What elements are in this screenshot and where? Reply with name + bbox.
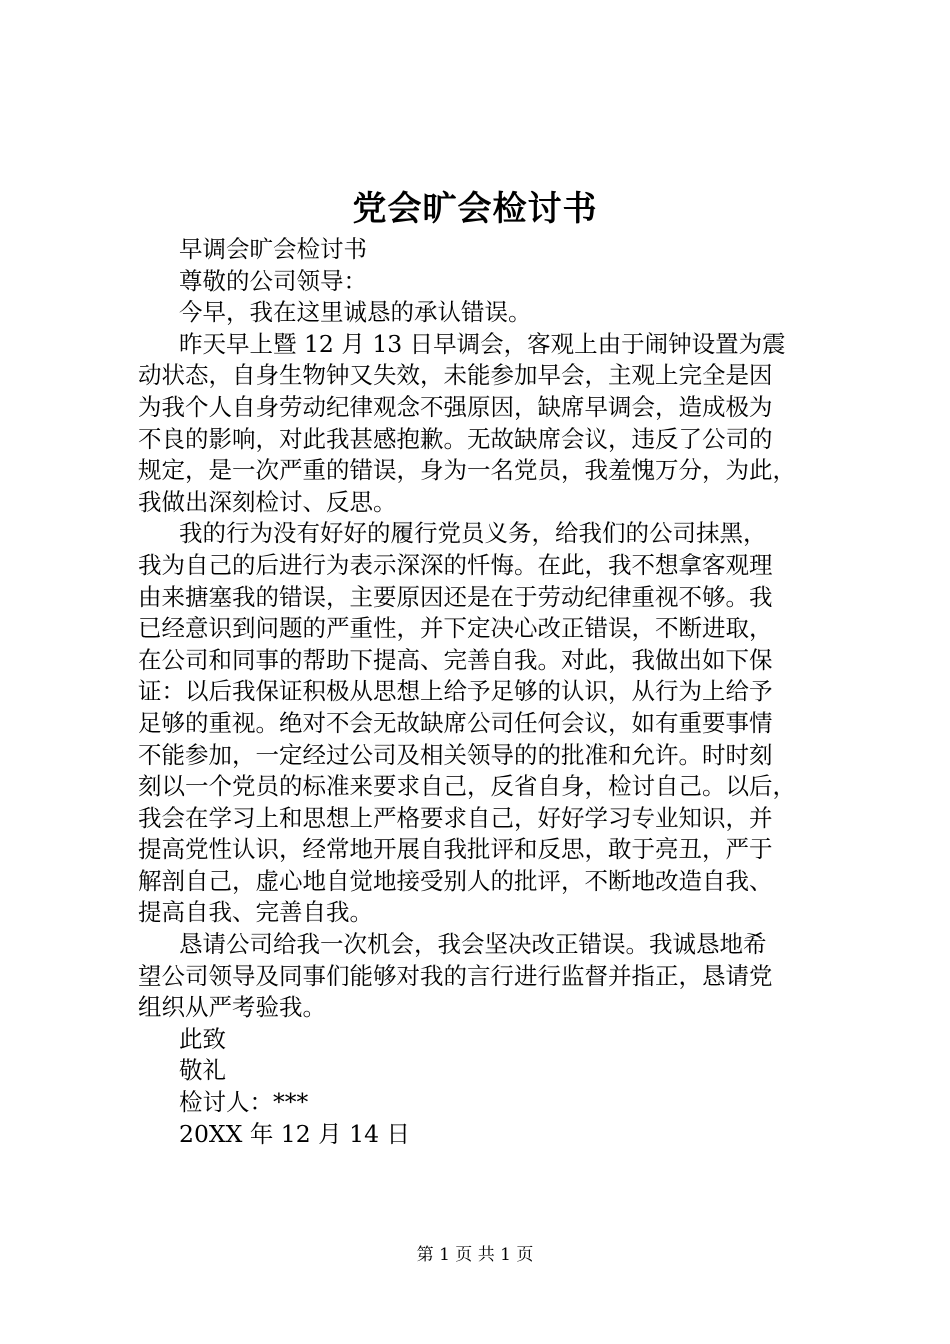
body-line: 不能参加，一定经过公司及相关领导的的批准和允许。时时刻	[138, 740, 773, 769]
body-line: 为我个人自身劳动纪律观念不强原因，缺席早调会，造成极为	[138, 392, 773, 421]
body-line: 解剖自己，虚心地自觉地接受别人的批评，不断地改造自我、	[138, 866, 773, 895]
body-line: 今早，我在这里诚恳的承认错误。	[179, 298, 532, 327]
body-line: 动状态，自身生物钟又失效，未能参加早会，主观上完全是因	[138, 361, 773, 390]
body-line: 提高自我、完善自我。	[138, 898, 373, 927]
body-line: 望公司领导及同事们能够对我的言行进行监督并指正，恳请党	[138, 961, 773, 990]
date-line: 20XX 年 12 月 14 日	[179, 1119, 411, 1148]
document-title: 党会旷会检讨书	[352, 189, 598, 229]
signature-line: 检讨人：***	[179, 1088, 309, 1117]
body-line: 我为自己的后进行为表示深深的忏悔。在此，我不想拿客观理	[138, 550, 773, 579]
body-line: 组织从严考验我。	[138, 993, 326, 1022]
page-footer: 第 1 页 共 1 页	[416, 1245, 534, 1265]
body-line: 已经意识到问题的严重性，并下定决心改正错误，不断进取，	[138, 614, 773, 643]
document-body	[138, 234, 838, 1150]
body-line: 尊敬的公司领导：	[179, 266, 367, 295]
body-line: 我做出深刻检讨、反思。	[138, 487, 397, 516]
body-line: 早调会旷会检讨书	[179, 235, 367, 263]
body-line: 我会在学习上和思想上严格要求自己，好好学习专业知识，并	[138, 803, 773, 832]
closing-regards: 敬礼	[179, 1056, 226, 1085]
body-line: 规定，是一次严重的错误，身为一名党员，我羞愧万分，为此，	[138, 456, 796, 485]
body-line: 恳请公司给我一次机会，我会坚决改正错误。我诚恳地希	[179, 930, 767, 959]
body-line: 不良的影响，对此我甚感抱歉。无故缺席会议，违反了公司的	[138, 424, 773, 453]
body-line: 昨天早上暨 12 月 13 日早调会，客观上由于闹钟设置为震	[179, 329, 786, 358]
body-line: 我的行为没有好好的履行党员义务，给我们的公司抹黑，	[179, 519, 767, 548]
body-line: 提高党性认识，经常地开展自我批评和反思，敢于亮丑，严于	[138, 835, 773, 864]
body-line: 由来搪塞我的错误，主要原因还是在于劳动纪律重视不够。我	[138, 582, 773, 611]
closing-salutation: 此致	[179, 1024, 226, 1053]
body-line: 足够的重视。绝对不会无故缺席公司任何会议，如有重要事情	[138, 708, 773, 737]
body-line: 在公司和同事的帮助下提高、完善自我。对此，我做出如下保	[138, 645, 773, 674]
body-line: 刻以一个党员的标准来要求自己，反省自身，检讨自己。以后，	[138, 772, 796, 801]
body-line: 证：以后我保证积极从思想上给予足够的认识，从行为上给予	[138, 677, 773, 706]
